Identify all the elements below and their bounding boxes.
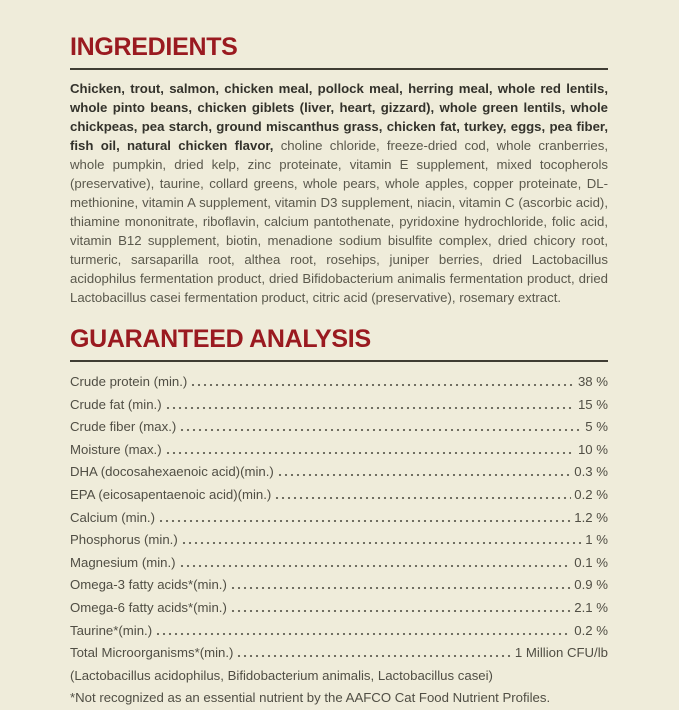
dotted-leader: [179, 429, 582, 431]
dotted-leader: [274, 497, 571, 499]
nutrient-label: Crude fiber (max.): [70, 419, 177, 435]
analysis-table: [70, 371, 608, 665]
table-row: [70, 394, 608, 417]
nutrient-label: Crude fat (min.): [70, 396, 162, 412]
dotted-leader: [179, 565, 572, 567]
guaranteed-analysis-title: GUARANTEED ANALYSIS: [70, 325, 371, 353]
nutrient-value: 38 %: [577, 374, 608, 389]
nutrient-value: 10 %: [577, 441, 608, 457]
nutrient-value: 1.2 %: [574, 509, 608, 525]
guaranteed-analysis-section: [70, 326, 608, 710]
nutrient-label: Total Microorganisms*(min.): [70, 645, 234, 661]
ingredients-divider: [70, 68, 608, 70]
dotted-leader: [277, 474, 572, 476]
table-row: [70, 574, 608, 597]
ingredients-title: INGREDIENTS: [70, 33, 238, 61]
dotted-leader: [158, 520, 571, 522]
nutrient-value: 15 %: [577, 396, 608, 412]
dotted-leader: [155, 633, 571, 635]
nutrient-value: 5 %: [585, 419, 608, 435]
dotted-leader: [230, 610, 571, 612]
dotted-leader: [236, 655, 512, 657]
microorganisms-note: (Lactobacillus acidophilus, Bifidobacterium animalis, Lactobacillus casei): [70, 667, 493, 683]
table-row: [70, 439, 608, 462]
nutrient-label: Magnesium (min.): [70, 554, 176, 570]
table-row: [70, 642, 608, 665]
nutrient-value: 1 Million CFU/lb: [514, 645, 608, 661]
nutrient-value: 1 %: [585, 532, 608, 548]
dotted-leader: [230, 587, 571, 589]
table-row: [70, 461, 608, 484]
ingredients-section: [70, 34, 608, 307]
nutrient-label: Taurine*(min.): [70, 622, 153, 638]
nutrient-label: Crude protein (min.): [70, 374, 188, 389]
aafco-footnote: *Not recognized as an essential nutrient by the AAFCO Cat Food Nutrient Profiles.: [70, 690, 551, 706]
nutrient-value: 0.3 %: [574, 464, 608, 480]
table-row: [70, 484, 608, 507]
table-row: [70, 552, 608, 575]
table-row: [70, 620, 608, 643]
table-row: [70, 416, 608, 439]
guaranteed-analysis-divider: [70, 360, 608, 362]
nutrient-label: Omega-3 fatty acids*(min.): [70, 577, 227, 593]
nutrient-label: Omega-6 fatty acids*(min.): [70, 599, 227, 615]
dotted-leader: [165, 452, 575, 454]
nutrient-label: Calcium (min.): [70, 509, 155, 525]
dotted-leader: [165, 407, 575, 409]
nutrient-label: Phosphorus (min.): [70, 532, 178, 548]
dotted-leader: [181, 542, 583, 544]
nutrient-label: Moisture (max.): [70, 441, 162, 457]
table-row: [70, 371, 608, 394]
nutrient-value: 0.2 %: [574, 622, 608, 638]
nutrient-value: 0.1 %: [574, 554, 608, 570]
table-row: [70, 597, 608, 620]
table-row: [70, 529, 608, 552]
nutrient-value: 0.2 %: [574, 486, 608, 502]
table-row: [70, 507, 608, 530]
nutrient-label: EPA (eicosapentaenoic acid)(min.): [70, 486, 272, 502]
dotted-leader: [190, 384, 575, 386]
nutrient-value: 2.1 %: [574, 599, 608, 615]
ingredients-paragraph: [70, 79, 608, 307]
nutrient-value: 0.9 %: [574, 577, 608, 593]
nutrient-label: DHA (docosahexaenoic acid)(min.): [70, 464, 274, 480]
main-ingredients-text: Chicken, trout, salmon, chicken meal, pollock meal, herring meal, whole red lentils, whole pinto beans, chicken giblets (liver, heart, gizzard), whole green lentils, whole chickpeas, pea starch, ground miscanthus grass, chicken fat, turkey, eggs, pea fiber, fish oil, natural chicken flavor,: [70, 81, 608, 153]
remaining-ingredients-text: choline chloride, freeze-dried cod, whole cranberries, whole pumpkin, dried kelp, zinc proteinate, vitamin E supplement, mixed tocopherols (preservative), taurine, collard greens, whole pears, whole apples, copper proteinate, DL-methionine, vitamin A supplement, vitamin D3 supplement, niacin, vitamin C (ascorbic acid), thiamine mononitrate, riboflavin, calcium pantothenate, pyridoxine hydrochloride, folic acid, vitamin B12 supplement, biotin, menadione sodium bisulfite complex, dried chicory root, turmeric, sarsaparilla root, althea root, rosehips, juniper berries, dried Lactobacillus acidophilus fermentation product, dried Bifidobacterium animalis fermentation product, dried Lactobacillus casei fermentation product, citric acid (preservative), rosemary extract.: [70, 138, 609, 305]
